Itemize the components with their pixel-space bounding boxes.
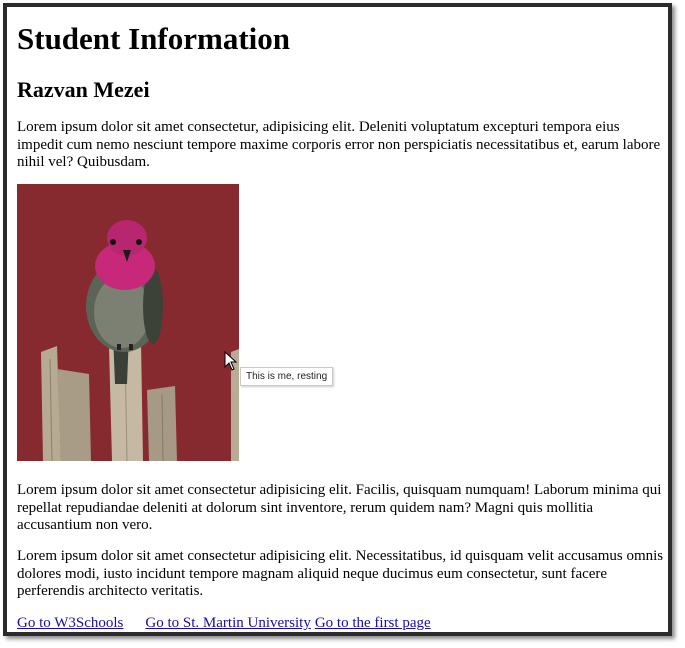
page-frame bbox=[3, 3, 672, 636]
link-st-martin-university[interactable]: Go to St. Martin University bbox=[145, 615, 311, 631]
body-paragraph-3: Lorem ipsum dolor sit amet consectetur adipisicing elit. Necessitatibus, id quisquam velit accusamus omnis dolores modi, iusto incidunt tempore magnam aliquid neque ducimus eum consectetur, sunt facere perferendis architecto veritatis. bbox=[17, 548, 664, 599]
body-paragraph-2: Lorem ipsum dolor sit amet consectetur adipisicing elit. Facilis, quisquam numquam! Laborum minima qui repellat repudiandae deleniti at dolorum sint inventore, rerum quidem nam? Magni quis mollitia accusantium non vero. bbox=[17, 482, 662, 533]
mouse-pointer-icon bbox=[224, 351, 238, 371]
link-first-page[interactable]: Go to the first page bbox=[314, 615, 431, 631]
student-name-heading: Razvan Mezei bbox=[17, 77, 150, 102]
intro-paragraph: Lorem ipsum dolor sit amet consectetur, adipisicing elit. Deleniti voluptatum excepturi tempora eius impedit cum nemo nesciunt tempore maxime corporis error non perspiciatis necessitatibus et, earum labore nihil vel? Quibusdam. bbox=[17, 119, 661, 170]
student-photo bbox=[17, 184, 239, 461]
photo-tooltip: This is me, resting bbox=[240, 367, 333, 386]
hummingbird-image bbox=[17, 184, 239, 461]
page-title: Student Information bbox=[17, 21, 291, 56]
link-w3schools[interactable]: Go to W3Schools bbox=[17, 615, 124, 631]
footer-links bbox=[17, 614, 431, 632]
